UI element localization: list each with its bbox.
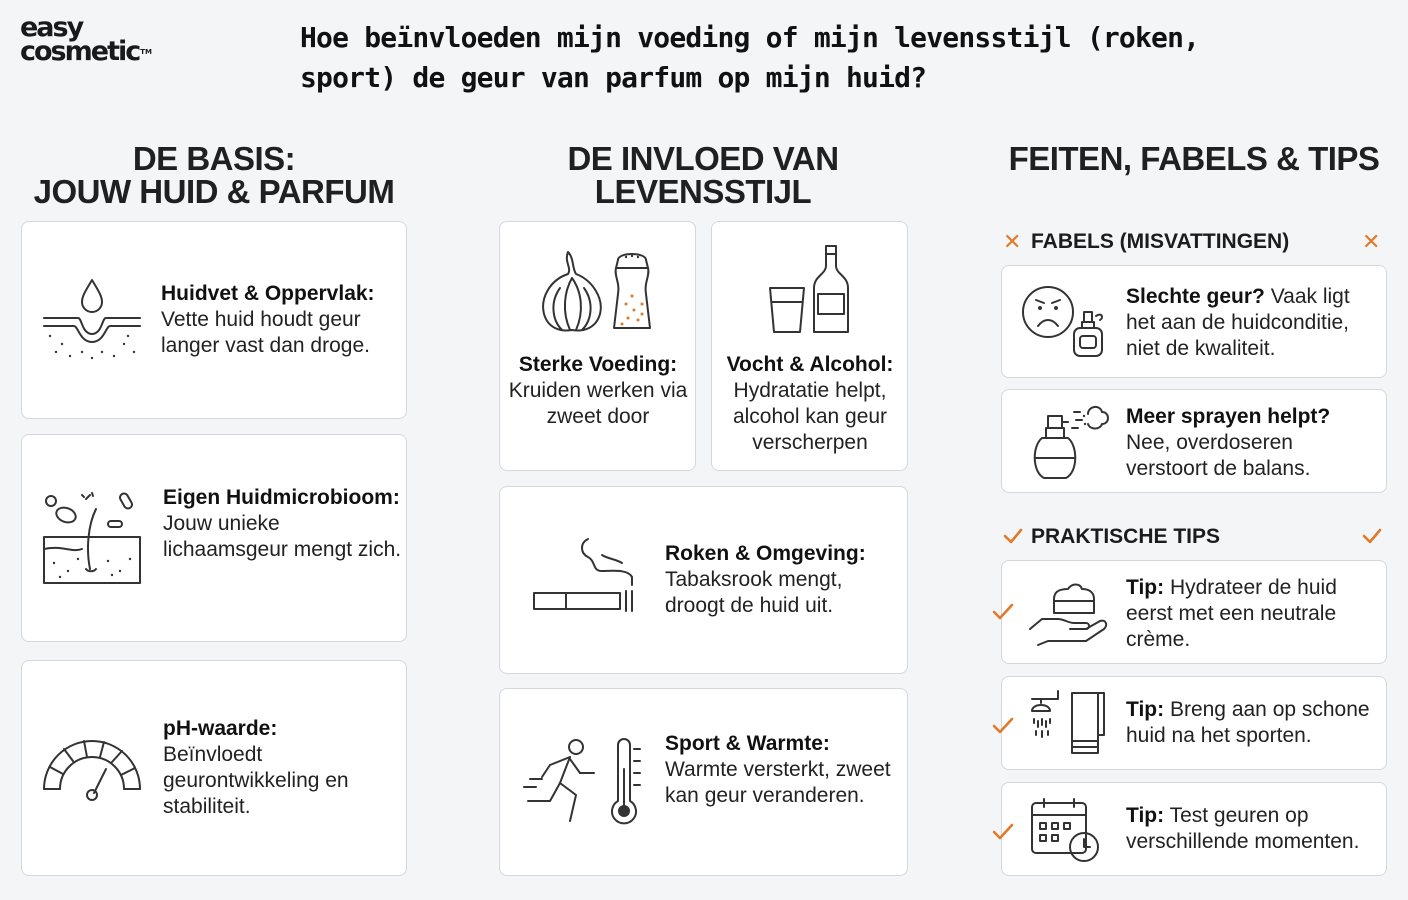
card-title: Slechte geur? [1126,285,1265,308]
garlic-salt-icon [538,248,662,334]
card-roken [499,486,908,674]
card-vocht-text [718,352,902,456]
card-title: Eigen Huidmicrobioom: [163,486,400,509]
perfume-spray-icon [1030,402,1110,482]
card-tip-sporten-text [1126,697,1376,749]
card-tip-momenten-text [1126,803,1376,855]
tips-check-icon-right [1362,528,1382,544]
skin-drop-icon [42,274,142,364]
fabels-label: FABELS (MISVATTINGEN) [1031,230,1290,253]
card-fabel-sprayen [1001,389,1387,493]
basis-heading [20,142,408,208]
runner-thermometer-icon [522,739,652,829]
card-title: Roken & Omgeving: [665,542,866,565]
gauge-icon [42,737,142,801]
sad-face-perfume-icon [1022,282,1108,362]
glass-bottle-icon [768,244,852,336]
hand-cream-icon [1028,579,1108,645]
card-title: Tip: [1126,804,1165,827]
basis-heading-line2: JOUW HUID & PARFUM [33,173,395,210]
card-body: Test geuren op verschillende momenten. [1126,804,1360,853]
card-body: Vaak ligt het aan de huidconditie, niet de kwaliteit. [1126,285,1350,360]
page-title: Hoe beïnvloeden mijn voeding of mijn levensstijl (roken, sport) de geur van parfum op mijn huid? [300,21,1200,94]
cigarette-icon [532,535,638,615]
card-body: Nee, overdoseren verstoort de balans. [1126,431,1311,480]
card-ph-text [163,716,403,820]
levensstijl-heading-line1: DE INVLOED VAN [567,140,839,177]
card-fabel-sprayen-text [1126,404,1376,482]
card-body: Warmte versterkt, zweet kan geur veranderen. [665,758,891,807]
microbiome-icon [42,489,142,589]
card-body: Hydrateer de huid eerst met een neutrale crème. [1126,576,1337,651]
shower-towel-icon [1028,689,1108,755]
tips-label: PRAKTISCHE TIPS [1031,525,1221,548]
card-microbioom [21,434,407,642]
card-body: Kruiden werken via zweet door [508,379,688,428]
card-tip-momenten [1001,782,1387,876]
card-fabel-geur [1001,265,1387,378]
card-body: Jouw unieke lichaamsgeur mengt zich. [163,512,402,561]
logo-line2 [20,36,180,67]
card-vocht [711,221,908,471]
card-title: Vocht & Alcohol: [726,353,894,376]
logo-tm: TM [140,48,152,56]
basis-heading-line1: DE BASIS: [132,140,296,177]
fabels-x-icon-right: ✕ [1362,229,1381,254]
card-tip-hydrateer-text [1126,575,1376,653]
card-title: Tip: [1126,698,1165,721]
levensstijl-heading-line2: LEVENSSTIJL [594,173,812,210]
card-tip-sporten [1001,676,1387,770]
card-body: Beïnvloedt geurontwikkeling en stabiliteit. [163,743,349,818]
card-title: Meer sprayen helpt? [1126,405,1331,428]
card-ph [21,660,407,876]
check-icon [992,823,1014,841]
card-title: Tip: [1126,576,1165,599]
card-body: Breng aan op schone huid na het sporten. [1126,698,1370,747]
card-title: pH-waarde: [163,717,278,740]
fabels-x-icon-left: ✕ [1003,229,1022,254]
card-huidvet-text [161,281,401,359]
card-roken-text [665,541,895,619]
card-body: Tabaksrook mengt, droogt de huid uit. [665,568,843,617]
card-voeding-text [506,352,690,430]
card-body: Hydratatie helpt, alcohol kan geur verscherpen [732,379,888,454]
card-body: Vette huid houdt geur langer vast dan droge. [161,308,370,357]
card-huidvet [21,221,407,419]
card-sport-text [665,731,895,809]
tips-check-icon-left [1003,528,1023,544]
logo-line1: easy [20,12,83,43]
card-sport [499,688,908,876]
card-title: Sport & Warmte: [665,732,830,755]
check-icon [992,717,1014,735]
calendar-clock-icon [1030,797,1102,863]
brand-logo [20,12,180,68]
card-tip-hydrateer [1001,560,1387,664]
card-title: Sterke Voeding: [518,353,678,376]
logo-line2-text: cosmetic [20,36,140,67]
feiten-heading: FEITEN, FABELS & TIPS [1008,140,1380,177]
card-microbioom-text [163,485,403,563]
card-voeding [499,221,696,471]
levensstijl-heading [498,142,908,208]
card-title: Huidvet & Oppervlak: [161,282,375,305]
check-icon [992,603,1014,621]
card-fabel-geur-text [1126,284,1376,362]
